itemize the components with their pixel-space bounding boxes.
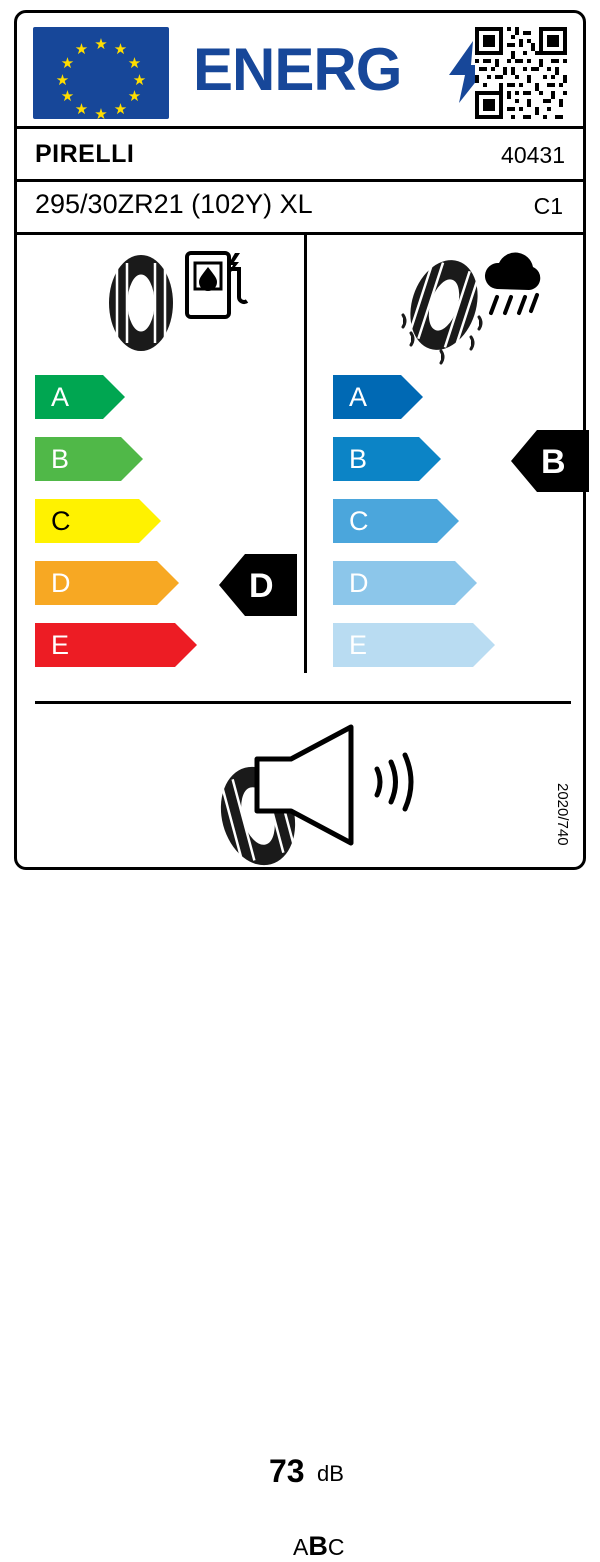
noise-class-scale bbox=[293, 1531, 344, 1562]
grade-letter: A bbox=[349, 382, 368, 412]
fuel-rating-letter: D bbox=[249, 567, 274, 605]
grade-letter: A bbox=[51, 382, 70, 412]
fuel-rating-marker bbox=[219, 554, 297, 616]
noise-speaker-icon bbox=[255, 725, 375, 850]
divider-noise bbox=[35, 701, 571, 704]
fuel-pump-icon bbox=[185, 247, 249, 324]
grade-letter: C bbox=[349, 506, 369, 536]
noise-value: 73 bbox=[269, 1453, 305, 1489]
brand-name: PIRELLI bbox=[35, 140, 135, 168]
noise-section bbox=[17, 705, 583, 1561]
wet-rating-marker bbox=[511, 430, 589, 492]
grade-letter: D bbox=[349, 568, 369, 598]
grade-letter: E bbox=[51, 630, 70, 660]
noise-unit: dB bbox=[317, 1461, 344, 1486]
qr-code-icon bbox=[475, 27, 567, 119]
noise-class-c: C bbox=[327, 1534, 345, 1560]
wet-rating-letter: B bbox=[541, 443, 566, 481]
page-title: ENERG bbox=[193, 36, 402, 103]
rain-cloud-icon bbox=[479, 249, 551, 330]
grade-letter: D bbox=[51, 568, 71, 598]
grade-letter: B bbox=[51, 444, 70, 474]
tyre-class: C1 bbox=[533, 193, 563, 219]
tyre-icon bbox=[91, 253, 191, 358]
grade-letter: C bbox=[51, 506, 71, 536]
year-code-wrap bbox=[553, 783, 573, 883]
tyre-energy-label bbox=[14, 10, 586, 1561]
grade-letter: B bbox=[349, 444, 368, 474]
eu-flag-icon: ★ ★ ★ ★ ★ ★ ★ ★ ★ ★ ★ ★ bbox=[33, 27, 169, 119]
divider-header bbox=[17, 126, 583, 129]
tyre-size: 295/30ZR21 (102Y) XL bbox=[35, 189, 313, 219]
grade-letter: E bbox=[349, 630, 368, 660]
divider-brand bbox=[17, 179, 583, 182]
noise-class-current: B bbox=[308, 1531, 328, 1561]
section-separator bbox=[304, 235, 307, 673]
divider-size bbox=[17, 232, 583, 235]
label-header bbox=[17, 13, 583, 127]
year-code: 2020/740 bbox=[554, 783, 571, 846]
model-code: 40431 bbox=[501, 142, 565, 168]
noise-class-a: A bbox=[293, 1534, 309, 1560]
sound-waves-icon bbox=[371, 747, 427, 822]
